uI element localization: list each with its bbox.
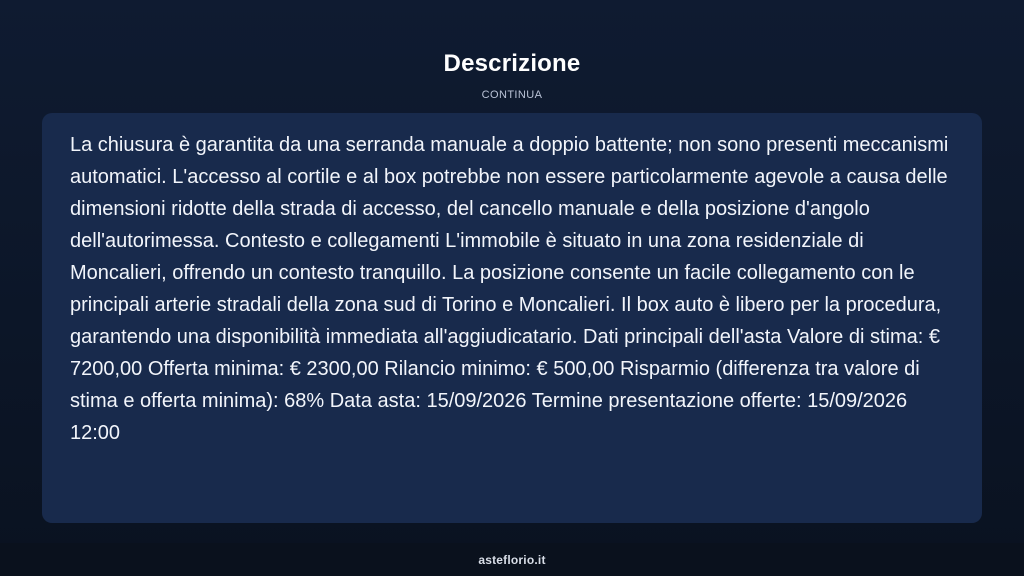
page-title: Descrizione xyxy=(443,50,581,77)
page-subtitle: CONTINUA xyxy=(481,89,543,101)
page-header xyxy=(0,48,1024,102)
description-card xyxy=(42,113,982,523)
footer-site-label: asteflorio.it xyxy=(478,552,546,567)
footer-bar xyxy=(0,543,1024,576)
description-text: La chiusura è garantita da una serranda manuale a doppio battente; non sono presenti meccanismi automatici. L'accesso al cortile e al box potrebbe non essere particolarmente agevole a causa delle dimensioni ridotte della strada di accesso, del cancello manuale e della posizione d'angolo dell'autorimessa. Contesto e collegamenti L'immobile è situato in una zona residenziale di Moncalieri, offrendo un contesto tranquillo. La posizione consente un facile collegamento con le principali arterie stradali della zona sud di Torino e Moncalieri. Il box auto è libero per la procedura, garantendo una disponibilità immediata all'aggiudicatario. Dati principali dell'asta Valore di stima: € 7200,00 Offerta minima: € 2300,00 Rilancio minimo: € 500,00 Risparmio (differenza tra valore di stima e offerta minima): 68% Data asta: 15/09/2026 Termine presentazione offerte: 15/09/2026 12:00 xyxy=(70,134,949,444)
